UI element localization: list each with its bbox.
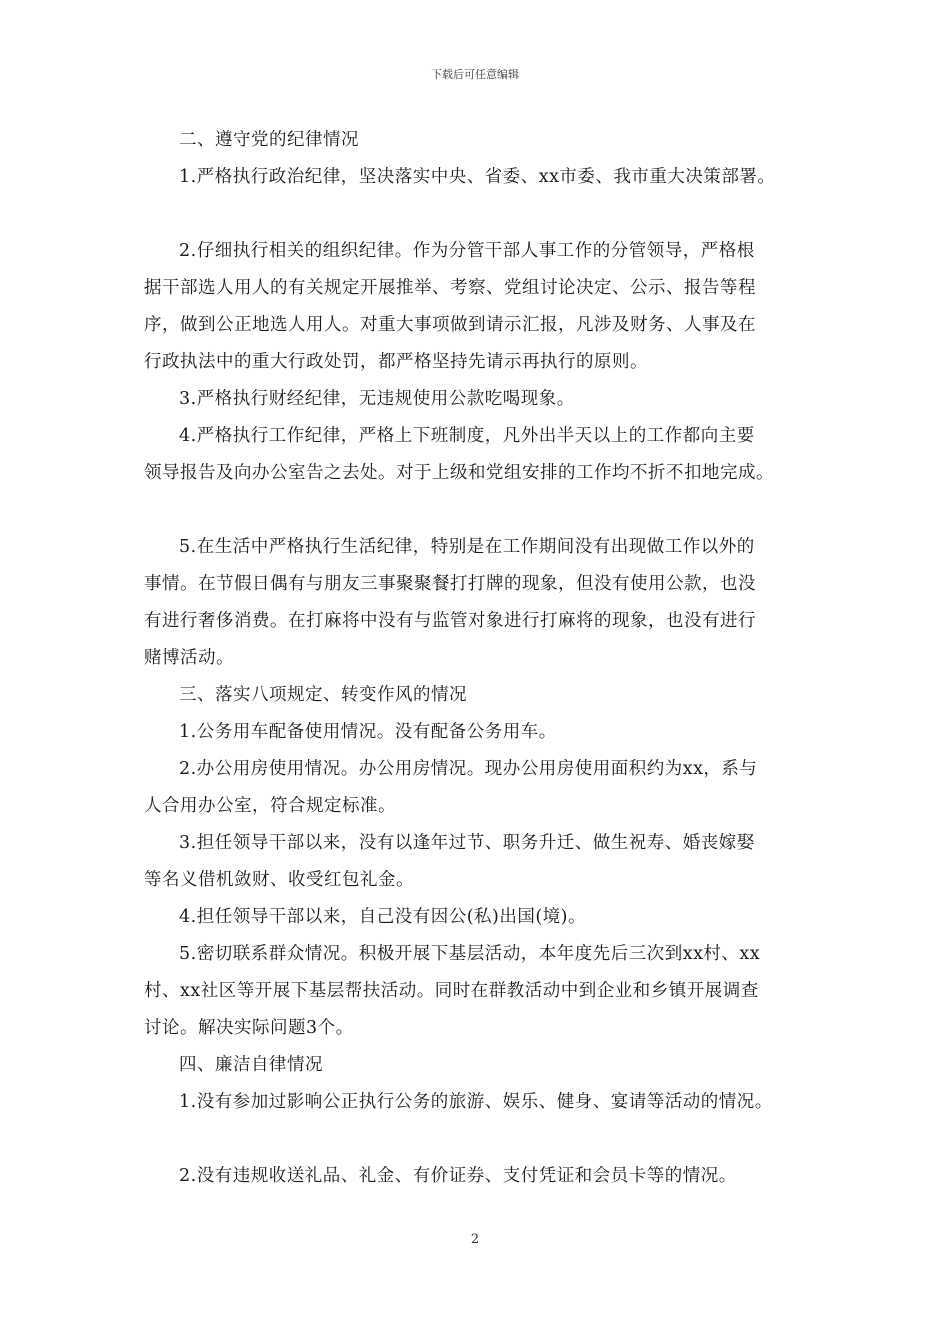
text-line: 2.仔细执行相关的组织纪律。作为分管干部人事工作的分管领导，严格根 [179,241,755,261]
paragraph [144,529,824,677]
text-line: 二、遵守党的纪律情况 [179,130,359,150]
text-line: 赌博活动。 [144,648,234,668]
paragraph [144,825,824,899]
text-line: 行政执法中的重大行政处罚，都严格坚持先请示再执行的原则。 [144,352,648,372]
document-body [144,122,824,1195]
text-line: 3.严格执行财经纪律，无违规使用公款吃喝现象。 [179,389,575,409]
text-line: 3.担任领导干部以来，没有以逢年过节、职务升迁、做生祝寿、婚丧嫁娶 [179,833,755,853]
text-line: 讨论。解决实际问题3个。 [144,1018,354,1038]
page-header: 下载后可任意编辑 [431,68,519,81]
text-line: 四、廉洁自律情况 [179,1055,323,1075]
text-line: 人合用办公室，符合规定标准。 [144,796,396,816]
paragraph [144,418,824,492]
section-heading [144,122,824,159]
text-line: 2.没有违规收送礼品、礼金、有价证券、支付凭证和会员卡等的情况。 [179,1166,737,1186]
paragraph [144,714,824,751]
text-line: 领导报告及向办公室告之去处。对于上级和党组安排的工作均不折不扣地完成。 [144,463,774,483]
page-number: 2 [470,1232,480,1247]
text-line: 有进行奢侈消费。在打麻将中没有与监管对象进行打麻将的现象，也没有进行 [144,611,756,631]
paragraph [144,233,824,381]
paragraph [144,899,824,936]
text-line: 序，做到公正地选人用人。对重大事项做到请示汇报，凡涉及财务、人事及在 [144,315,756,335]
text-line: 5.密切联系群众情况。积极开展下基层活动，本年度先后三次到xx村、xx [179,944,761,964]
text-line: 事情。在节假日偶有与朋友三事聚聚餐打打牌的现象，但没有使用公款，也没 [144,574,756,594]
section-heading [144,1047,824,1084]
paragraph [144,751,824,825]
text-line: 1.没有参加过影响公正执行公务的旅游、娱乐、健身、宴请等活动的情况。 [179,1092,773,1112]
text-line: 等名义借机敛财、收受红包礼金。 [144,870,414,890]
paragraph [144,936,824,1047]
text-line: 1.严格执行政治纪律，坚决落实中央、省委、xx市委、我市重大决策部署。 [179,167,776,187]
section-heading [144,677,824,714]
text-line: 三、落实八项规定、转变作风的情况 [179,685,467,705]
text-line: 1.公务用车配备使用情况。没有配备公务用车。 [179,722,557,742]
paragraph [144,1158,824,1195]
text-line: 据干部选人用人的有关规定开展推举、考察、党组讨论决定、公示、报告等程 [144,278,756,298]
text-line: 4.严格执行工作纪律，严格上下班制度，凡外出半天以上的工作都向主要 [179,426,755,446]
paragraph [144,381,824,418]
text-line: 4.担任领导干部以来，自己没有因公(私)出国(境)。 [179,907,587,927]
text-line: 村、xx社区等开展下基层帮扶活动。同时在群教活动中到企业和乡镇开展调查 [144,981,759,1001]
paragraph [144,1084,824,1121]
text-line: 5.在生活中严格执行生活纪律，特别是在工作期间没有出现做工作以外的 [179,537,755,557]
text-line: 2.办公用房使用情况。办公用房情况。现办公用房使用面积约为xx，系与 [179,759,758,779]
paragraph [144,159,824,196]
